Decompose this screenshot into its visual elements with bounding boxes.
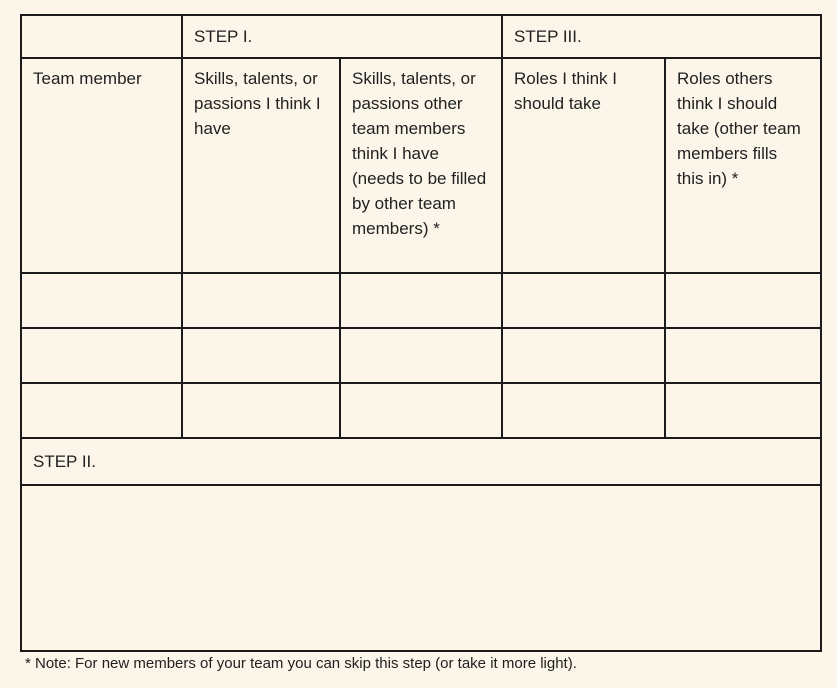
corner-empty-cell [21, 15, 182, 58]
empty-row [21, 273, 821, 328]
column-header-row [21, 58, 821, 273]
step1-header-cell: STEP I. [182, 15, 502, 58]
empty-cell [21, 328, 182, 383]
empty-cell [502, 273, 665, 328]
empty-row [21, 383, 821, 438]
empty-cell [340, 273, 502, 328]
empty-cell [21, 273, 182, 328]
empty-cell [502, 328, 665, 383]
empty-cell [340, 328, 502, 383]
empty-cell [182, 383, 340, 438]
step2-answer-cell [21, 485, 821, 651]
empty-cell [182, 328, 340, 383]
step3-header-cell: STEP III. [502, 15, 821, 58]
team-member-header-cell: Team member [21, 58, 182, 273]
empty-cell [665, 328, 821, 383]
footnote-text: * Note: For new members of your team you can skip this step (or take it more light). [25, 655, 577, 672]
empty-cell [340, 383, 502, 438]
empty-cell [665, 383, 821, 438]
empty-cell [182, 273, 340, 328]
step2-answer-row [21, 485, 821, 651]
empty-cell [502, 383, 665, 438]
skills-self-header-cell: Skills, talents, or passions I think I have [182, 58, 340, 273]
empty-cell [665, 273, 821, 328]
empty-row [21, 328, 821, 383]
empty-cell [21, 383, 182, 438]
skills-others-header-cell: Skills, talents, or passions other team members think I have (needs to be filled by other team members) * [340, 58, 502, 273]
roles-self-header-cell: Roles I think I should take [502, 58, 665, 273]
step-header-row [21, 15, 821, 58]
step2-header-row [21, 438, 821, 485]
team-roles-worksheet-table [20, 14, 822, 652]
step2-header-cell: STEP II. [21, 438, 821, 485]
roles-others-header-cell: Roles others think I should take (other team members fills this in) * [665, 58, 821, 273]
empty-rows-section [21, 273, 821, 438]
